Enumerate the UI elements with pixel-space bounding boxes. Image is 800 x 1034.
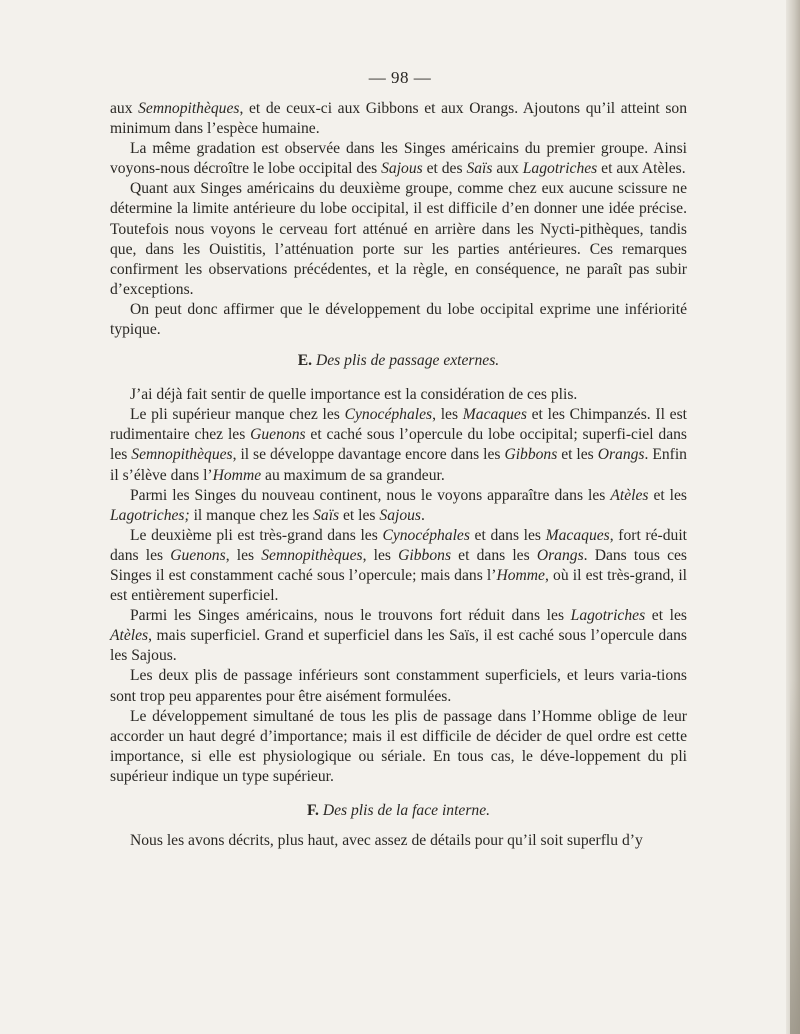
text-run: Nous les avons décrits, plus haut, avec assez de détails pour qu’il soit superflu d’y: [130, 832, 643, 849]
paragraph-p3: [110, 179, 687, 300]
italic-term: Semnopithèques: [138, 100, 240, 117]
text-run: aux: [492, 160, 523, 178]
paragraph-p1: [110, 99, 687, 139]
text-run: Le deuxième pli est très-grand dans les: [130, 526, 383, 544]
text-run: , les: [225, 546, 262, 564]
paragraph-p10: [110, 666, 687, 706]
text-run: aux: [110, 100, 139, 117]
section-title-e: Des plis de passage externes.: [316, 352, 500, 370]
section-intro: [110, 99, 687, 340]
italic-term: Saïs: [313, 506, 340, 524]
text-run: il manque chez les: [189, 506, 314, 524]
text-run: et caché sous l’opercule du lobe occipital; superfi-ciel dans les: [110, 426, 687, 464]
text-run: et des: [422, 160, 467, 178]
section-heading-f: [110, 801, 687, 821]
paragraph-p9: [110, 606, 687, 666]
italic-term: Lagotriches: [522, 160, 598, 178]
paragraph-p12: [110, 831, 687, 851]
paragraph-p7: [110, 486, 687, 526]
italic-term: Lagotriches;: [110, 506, 190, 524]
italic-term: Sajous: [381, 160, 423, 178]
text-run: La même gradation est observée dans les Singes américains du premier groupe. Ainsi voyons-nous décroître le lobe occipital des: [110, 140, 687, 178]
section-e-body: [110, 385, 687, 787]
text-run: , les: [362, 546, 399, 564]
text-run: On peut donc affirmer que le développement du lobe occipital exprime une infériorité typique.: [110, 300, 687, 339]
section-f-body: [110, 831, 687, 851]
text-run: et les: [557, 446, 598, 464]
text-run: J’ai déjà fait sentir de quelle importance est la considération de ces plis.: [130, 386, 578, 404]
italic-term: Atèles: [610, 486, 649, 504]
italic-term: Gibbons: [398, 546, 452, 564]
italic-term: Homme: [496, 566, 545, 584]
text-run: , les: [432, 406, 463, 424]
paragraph-p6: [110, 405, 687, 485]
italic-term: Guenons: [170, 546, 226, 564]
text-run: , fort ré-duit dans les: [110, 526, 687, 564]
italic-term: Atèles: [110, 627, 149, 645]
page-edge: [786, 0, 800, 1034]
text-run: Les deux plis de passage inférieurs sont constamment superficiels, et leurs varia-tions sont trop peu apparentes pour être aisément formulées.: [110, 667, 687, 705]
italic-term: Macaques: [545, 526, 610, 544]
italic-term: Lagotriches: [570, 607, 646, 625]
paragraph-p2: [110, 139, 687, 179]
italic-term: Orangs: [536, 546, 584, 564]
paragraph-p5: [110, 385, 687, 405]
text-run: Le développement simultané de tous les plis de passage dans l’Homme oblige de leur accorder un haut degré d’importance; mais il est difficile de décider de quel ordre est cette importance, si elle est physiologique ou sériale. En tous cas, le déve-loppement du pli supérieur indique un type supérieur.: [110, 707, 687, 785]
text-run: , et de ceux-ci aux Gibbons et aux Orangs. Ajoutons qu’il atteint son minimum dans l’espèce humaine.: [110, 100, 687, 138]
text-run: Le pli supérieur manque chez les: [130, 406, 345, 424]
text-run: et les: [648, 486, 687, 504]
paragraph-p11: [110, 707, 687, 787]
text-run: et dans les: [451, 546, 537, 564]
section-letter-e: E.: [297, 352, 313, 370]
italic-term: Guenons: [250, 426, 306, 444]
text-run: et les Chimpanzés. Il est rudimentaire chez les: [110, 406, 687, 444]
text-run: et les: [339, 506, 380, 524]
text-run: et aux Atèles.: [597, 160, 686, 178]
italic-term: Semnopithèques: [131, 446, 233, 464]
text-run: , où il est très-grand, il est entièrement superficiel.: [110, 566, 688, 605]
body-text: [110, 99, 687, 851]
text-run: Parmi les Singes américains, nous le trouvons fort réduit dans les: [130, 607, 571, 625]
text-run: . Enfin il s’élève dans l’: [110, 446, 687, 484]
section-heading-e: [110, 351, 687, 371]
italic-term: Sajous: [379, 506, 421, 524]
paragraph-p4: [110, 300, 687, 340]
text-run: , mais superficiel. Grand et superficiel dans les Saïs, il est caché sous l’opercule dans les Sajous.: [110, 627, 687, 665]
text-run: , il se développe davantage encore dans les: [232, 446, 505, 464]
italic-term: Saïs: [466, 160, 493, 178]
paragraph-p8: [110, 526, 687, 606]
text-run: et dans les: [469, 526, 546, 544]
italic-term: Semnopithèques: [261, 546, 363, 564]
page-number: — 98 —: [368, 68, 432, 87]
italic-term: Cynocéphales: [382, 526, 470, 544]
italic-term: Homme: [212, 466, 262, 484]
text-run: .: [420, 506, 425, 524]
text-run: et les: [645, 607, 687, 625]
italic-term: Orangs: [597, 446, 645, 464]
text-run: au maximum de sa grandeur.: [261, 466, 445, 484]
italic-term: Macaques: [462, 406, 527, 424]
text-run: Quant aux Singes américains du deuxième groupe, comme chez eux aucune scissure ne détermine la limite antérieure du lobe occipital, il est difficile d’en donner une idée précise. Toutefois nous voyons le cerveau fort atténué en arrière dans les Nycti-pithèques, tandis que, dans les Ouistitis, l’atténuation porte sur les parties antérieures. Ces remarques confirment les observations précédentes, et la règle, en conséquence, ne paraît pas subir d’exceptions.: [110, 180, 687, 298]
text-run: . Dans tous ces Singes il est constamment caché sous l’opercule; mais dans l’: [110, 546, 687, 584]
italic-term: Cynocéphales: [344, 406, 433, 424]
text-run: Parmi les Singes du nouveau continent, nous le voyons apparaître dans les: [130, 486, 611, 504]
section-letter-f: F.: [306, 802, 319, 819]
italic-term: Gibbons: [504, 446, 558, 464]
section-title-f: Des plis de la face interne.: [322, 802, 491, 819]
